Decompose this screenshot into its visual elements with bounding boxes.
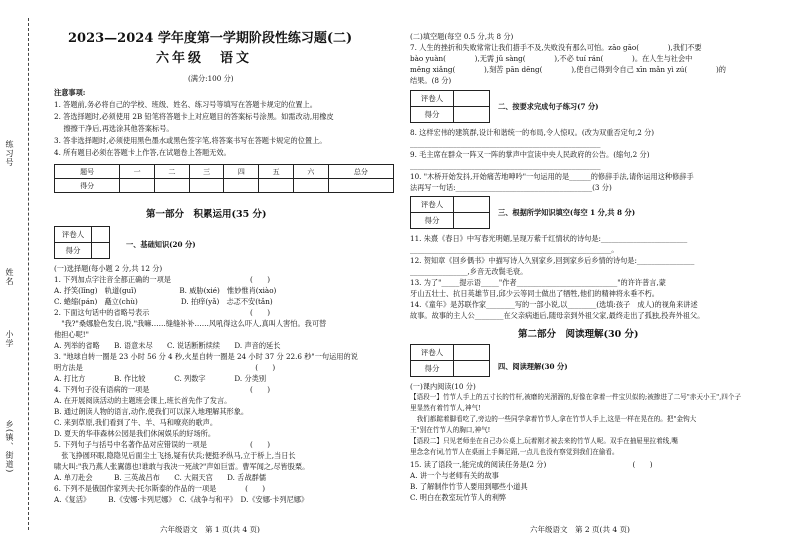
question-line: C. 来到草原,我们看到了牛、羊、马和嘹亮的歌声。 xyxy=(54,418,218,427)
table-cell: 评卷人 xyxy=(411,91,454,107)
reviewer-box xyxy=(410,344,490,377)
section-one-heading: 一、基础知识(20 分) xyxy=(126,240,196,249)
table-cell xyxy=(294,179,329,193)
table-row xyxy=(411,197,490,213)
notes-heading: 注意事项: xyxy=(54,88,86,97)
passage-line: 我们都踮着脚看吃了,旁边的一些同学拿着竹节人,拿在竹节人手上,这是一样在晃在的。把"金钩大 xyxy=(410,415,697,423)
table-row xyxy=(411,213,490,229)
section-two-heading: 二、按要求完成句子练习(7 分) xyxy=(498,102,599,111)
reviewer-box xyxy=(54,226,110,259)
question-line: 2. 下面这句话中的省略号表示 ( ) xyxy=(54,308,271,317)
question-line: 故事。故事的主人公________在父亲病逝后,随母亲到外祖父家,最终走出了孤独,投奔外祖父。 xyxy=(410,311,705,320)
binding-margin xyxy=(0,0,40,547)
page-footer: 六年级语文 第 1 页(共 4 页) xyxy=(160,525,260,534)
question-line: A.《复活》 B.《安娜·卡列尼娜》 C.《战争与和平》 D.《安娜·卡列尼娜》 xyxy=(54,495,309,504)
table-row xyxy=(55,227,110,243)
question-line: "我?"桑娜脸色发白,说,"我嘛……缝缝补补……风吼得这么吓人,真叫人害怕。我可替 xyxy=(54,319,327,328)
question-line: 1. 下列加点字注音全都正确的一项是 ( ) xyxy=(54,275,271,284)
question-line: (二)填空题(每空 0.5 分,共 8 分) xyxy=(410,32,514,41)
section-four-heading: 四、阅读理解(30 分) xyxy=(498,362,568,371)
table-cell xyxy=(92,243,110,259)
question-line: 8. 这样宏伟的建筑群,设计和谐统一的布局,令人惊叹。(改为双重否定句,2 分) xyxy=(410,128,655,137)
question-line: 7. 人生的挫折和失败常常让我们措手不及,失败没有那么可怕。zāo gāo( ),我们不要 xyxy=(410,43,702,52)
answer-line: _____________________________________________________ xyxy=(410,161,601,170)
question-line: 法再写一句话:______________________________________(3 分) xyxy=(410,183,612,192)
table-cell: 得分 xyxy=(55,179,120,193)
table-cell: 一 xyxy=(120,165,155,179)
page-1 xyxy=(48,0,400,547)
note-line: 4. 所有题目必须在答题卡上作答,在试题卷上答题无效。 xyxy=(54,148,231,157)
option-line: A. 讲一个与老师有关的故事 xyxy=(410,471,499,480)
question-line: 张飞挣圆环眼,隐隐见后面尘土飞扬,疑有伏兵;便挺矛纵马,立于桥上,当日长 xyxy=(54,451,296,460)
note-line: 3. 答非选择题时,必须使用黑色墨水或黑色签字笔,将答案书写在答题卡规定的位置上。 xyxy=(54,136,327,145)
name-label: 姓名 xyxy=(5,268,14,286)
question-line: měng xiǎng( ),刻苦 pān dēng( ),使自己得到令自己 xīn mǎn yì zú( )的 xyxy=(410,65,726,74)
question-line: A. 在开展阅读活动的主题班会课上,班长首先作了发言。 xyxy=(54,396,232,405)
note-line: 1. 答题前,务必将自己的学校、班级、姓名、练习号等填写在答题卡规定的位置上。 xyxy=(54,100,317,109)
question-line: A. 单刀赴会 B. 三英战吕布 C. 大闹天宫 D. 舌战群儒 xyxy=(54,473,267,482)
table-cell: 总分 xyxy=(328,165,393,179)
table-cell xyxy=(328,179,393,193)
passage-line: 【语段一】竹节人手上的五寸长的竹杆,被磨的光溜溜的,好像在拿着一件宝贝似的;被掺进了二号"赤天小王",四个子 xyxy=(410,393,742,401)
table-cell xyxy=(189,179,224,193)
table-cell: 评卷人 xyxy=(411,197,454,213)
question-line: (一)课内阅读(10 分) xyxy=(410,382,476,391)
question-line: D. 夏天的华菲森林公园是我们休闲娱乐的好场所。 xyxy=(54,429,216,438)
table-row xyxy=(411,345,490,361)
reviewer-box xyxy=(410,90,490,123)
table-cell xyxy=(454,345,490,361)
table-cell: 得分 xyxy=(411,107,454,123)
table-cell xyxy=(454,361,490,377)
table-cell xyxy=(454,213,490,229)
part-one-heading: 第一部分 积累运用(35 分) xyxy=(146,209,267,220)
question-line: 啸大叫:"我乃燕人张翼德也!谁敢与我决一死战?"声如巨雷。曹军闻之,尽皆股栗。 xyxy=(54,462,310,471)
question-line: A. 抒笑(lǐng) 轨道(guǐ) B. 威胁(xié) 惟妙惟肖(xiào) xyxy=(54,286,277,295)
question-line: 牙山五壮士、抗日英雄节目,邱少云等同士做出了牺牲,他们的精神将永垂不朽。 xyxy=(410,289,659,298)
question-line: 4. 下列句子没有语病的一项是 ( ) xyxy=(54,385,271,394)
table-row xyxy=(411,91,490,107)
passage-line: 里念念有词,竹节人在桌面上手舞足蹈,一点儿也没有察觉到我们在偷看。 xyxy=(410,448,619,456)
question-line: 明方法是 ( ) xyxy=(54,363,276,372)
table-cell: 四 xyxy=(224,165,259,179)
question-line: C. 蜷缩(pán) 矗立(chù) D. 拍痒(yǎ) 忐忑不安(tǎn) xyxy=(54,297,273,306)
passage-line: 【语段二】只见老师坐在自己办公桌上,玩着刚才被去来的竹节人呢。双手在抽屉里拉着线,嘴 xyxy=(410,437,678,445)
table-cell xyxy=(259,179,294,193)
table-cell xyxy=(120,179,155,193)
table-cell: 得分 xyxy=(411,361,454,377)
option-line: C. 明白在教室玩竹节人的利弊 xyxy=(410,493,507,502)
table-cell xyxy=(92,227,110,243)
exam-title: 2023—2024 学年度第一学期阶段性练习题(二) xyxy=(68,31,353,46)
question-line: 5. 下列句子与括号中名著作品对应错误的一项是 ( ) xyxy=(54,440,271,449)
question-line: B. 通过朗读人物的语言,动作,使我们可以深入地理解其形象。 xyxy=(54,407,249,416)
exam-number-label: 练习号 xyxy=(5,140,14,167)
table-cell xyxy=(454,107,490,123)
note-line: 擦擦干净后,再选涂其他答案标号。 xyxy=(54,124,174,133)
question-line: A. 打比方 B. 作比较 C. 列数字 D. 分类别 xyxy=(54,374,267,383)
question-line: 10. "木桥开始发抖,开始痛苦地呻吟"一句运用的是______的修辞手法,请你运用这种修辞手 xyxy=(410,172,694,181)
town-label: 乡(镇、街道) xyxy=(5,420,14,474)
page-footer: 六年级语文 第 2 页(共 4 页) xyxy=(530,525,630,534)
table-cell xyxy=(154,179,189,193)
table-cell: 题号 xyxy=(55,165,120,179)
table-row xyxy=(55,165,394,179)
answer-line: _____________________________________________________ xyxy=(410,139,601,148)
question-line: 12. 贺知章《回乡偶书》中描写诗人久别家乡,回到家乡后乡情的诗句是:________________ xyxy=(410,256,695,265)
table-cell: 评卷人 xyxy=(55,227,92,243)
passage-line: 王"别在竹节人的胸口,神气! xyxy=(410,426,491,434)
question-line: 6. 下列不是俄国作家列夫·托尔斯泰的作品的一项是 ( ) xyxy=(54,484,266,493)
table-row xyxy=(55,179,394,193)
table-cell xyxy=(454,197,490,213)
question-line: 结果。(8 分) xyxy=(410,76,452,85)
score-table xyxy=(54,164,394,193)
school-label: 小学 xyxy=(5,330,14,348)
table-cell: 三 xyxy=(189,165,224,179)
table-cell xyxy=(454,91,490,107)
table-cell: 得分 xyxy=(411,213,454,229)
note-line: 2. 答选择题时,必须使用 2B 铅笔将答题卡上对应题目的答案标号涂黑。如需改动,用橡皮 xyxy=(54,112,334,121)
reviewer-box xyxy=(410,196,490,229)
table-row xyxy=(411,107,490,123)
exam-subtitle: 六年级 语文 xyxy=(156,51,253,66)
table-cell xyxy=(224,179,259,193)
table-cell: 评卷人 xyxy=(411,345,454,361)
question-line: (一)选择题(每小题 2 分,共 12 分) xyxy=(54,264,163,273)
full-score: (满分:100 分) xyxy=(188,74,234,83)
question-line: bào yuàn( ),无需 jǔ sàng( ),不必 tuí rán( )。在人生与社会中 xyxy=(410,54,693,63)
question-line: 13. 为了"_____提示语_____"作者____________________________"的许许普言,蒙 xyxy=(410,278,666,287)
question-line: 15. 读了语段一,能完成的阅读任务是(2 分) ( ) xyxy=(410,460,653,469)
question-line: ________________,乡音无改鬓毛衰。 xyxy=(410,267,528,276)
question-line: A. 列举的省略 B. 语意未尽 C. 说话断断续续 D. 声音的延长 xyxy=(54,341,281,350)
passage-line: 里显然有着竹节人,神气! xyxy=(410,404,481,412)
table-row xyxy=(411,361,490,377)
page-2 xyxy=(410,0,788,547)
section-three-heading: 三、根据所学知识填空(每空 1 分,共 8 分) xyxy=(498,208,636,217)
cut-line xyxy=(28,18,29,530)
question-line: 3. "地球自转一圈是 23 小时 56 分 4 秒,火星自转一圈是 24 小时 37 分 22.6 秒"一句运用的说 xyxy=(54,352,358,361)
table-cell: 二 xyxy=(154,165,189,179)
table-cell: 五 xyxy=(259,165,294,179)
table-row xyxy=(55,243,110,259)
table-cell: 得分 xyxy=(55,243,92,259)
option-line: B. 了解制作竹节人要用到哪些小道具 xyxy=(410,482,528,491)
question-line: 他担心呢!" xyxy=(54,330,89,339)
question-line: ________________________________________________________。 xyxy=(410,245,619,254)
question-line: 11. 朱熹《春日》中写春光明媚,呈现万紫千红情状的诗句是:________________________ xyxy=(410,234,688,243)
question-line: 14.《童年》是苏联作家________写的一部小说,以________(选填:孩子 成人)的视角来讲述 xyxy=(410,300,698,309)
part-two-heading: 第二部分 阅读理解(30 分) xyxy=(518,329,639,340)
table-cell: 六 xyxy=(294,165,329,179)
question-line: 9. 毛主席在群众一阵又一阵的掌声中宣读中央人民政府的公告。(缩句,2 分) xyxy=(410,150,650,159)
